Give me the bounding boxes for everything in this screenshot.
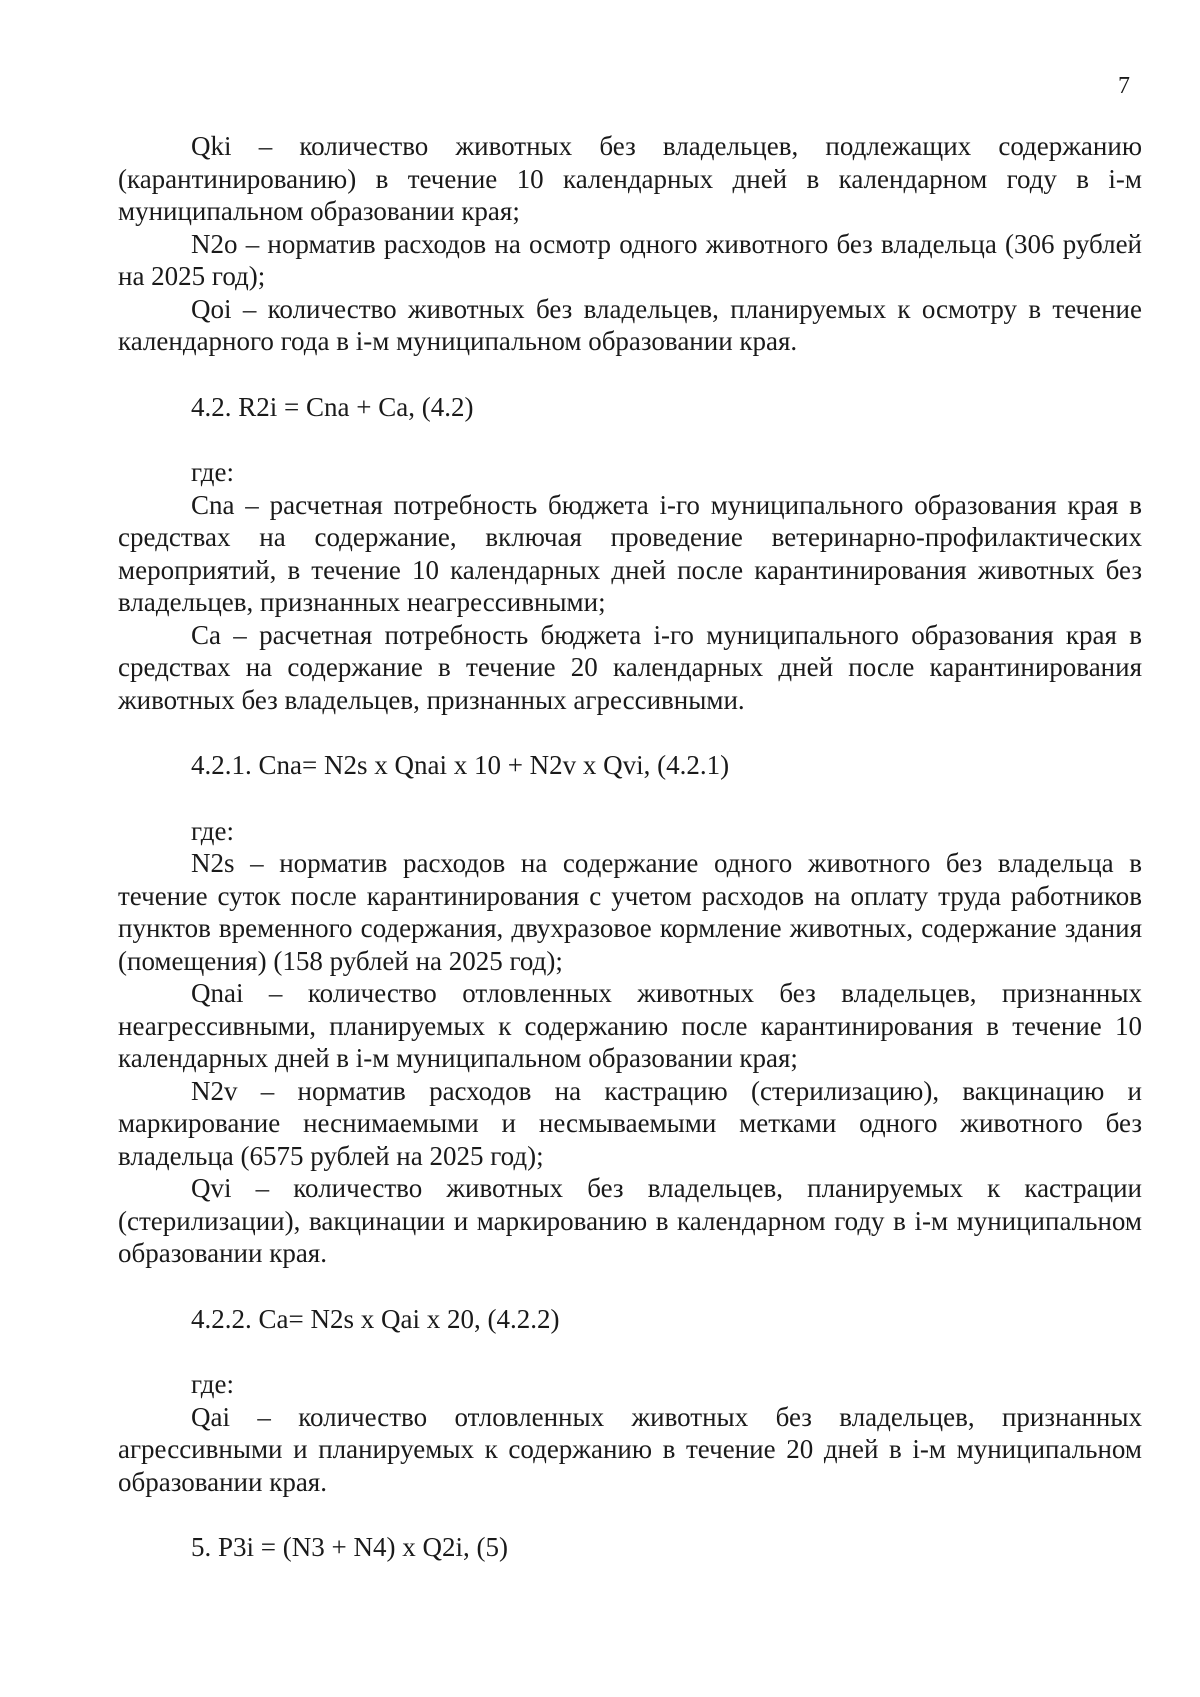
paragraph-n2s: N2s – норматив расходов на содержание одного животного без владельца в течение суток после карантинирования с учетом расходов на оплату труда работников пунктов временного содержания, двухразовое кормление животных, содержание здания (помещения) (158 рублей на 2025 год); xyxy=(118,848,1142,976)
formula-4-2-2: 4.2.2. Ca= N2s x Qai x 20, (4.2.2) xyxy=(191,1303,560,1334)
paragraph-qai: Qai – количество отловленных животных без владельцев, признанных агрессивными и планируемых к содержанию в течение 20 дней в i-м муниципальном образовании края. xyxy=(118,1401,1142,1497)
paragraph-n2o: N2o – норматив расходов на осмотр одного животного без владельца (306 рублей на 2025 год); xyxy=(118,228,1142,291)
formula-5: 5. P3i = (N3 + N4) x Q2i, (5) xyxy=(191,1532,508,1562)
formula-4-2-1: 4.2.1. Cna= N2s x Qnai x 10 + N2v x Qvi, (4.2.1) xyxy=(191,750,730,780)
paragraph-cna: Cna – расчетная потребность бюджета i-го муниципального образования края в средствах на содержание, включая проведение ветеринарно-профилактических мероприятий, в течение 10 календарных дней после карантинирования животных без владельцев, признанных неагрессивными; xyxy=(118,489,1142,617)
paragraph-qoi: Qoi – количество животных без владельцев, планируемых к осмотру в течение календарного года в i-м муниципальном образовании края. xyxy=(118,293,1142,356)
where-label: где: xyxy=(191,1369,234,1399)
paragraph-n2v: N2v – норматив расходов на кастрацию (стерилизацию), вакцинацию и маркирование неснимаемыми и несмываемыми метками одного животного без владельца (6575 рублей на 2025 год); xyxy=(118,1075,1142,1171)
page-number: 7 xyxy=(1118,73,1130,99)
paragraph-qki: Qki – количество животных без владельцев, подлежащих содержанию (карантинированию) в течение 10 календарных дней в календарном году в i-м муниципальном образовании края; xyxy=(118,131,1142,226)
paragraph-qvi: Qvi – количество животных без владельцев, планируемых к кастрации (стерилизации), вакцинации и маркированию в календарном году в i-м муниципальном образовании края. xyxy=(118,1173,1142,1268)
paragraph-qnai: Qnai – количество отловленных животных без владельцев, признанных неагрессивными, планируемых к содержанию после карантинирования в течение 10 календарных дней в i-м муниципальном образовании края; xyxy=(118,978,1142,1073)
where-label: где: xyxy=(191,815,234,846)
document-body xyxy=(118,130,1142,1564)
where-label: где: xyxy=(191,457,234,487)
formula-4-2: 4.2. R2i = Cna + Ca, (4.2) xyxy=(191,391,474,422)
paragraph-ca: Ca – расчетная потребность бюджета i-го муниципального образования края в средствах на содержание в течение 20 календарных дней после карантинирования животных без владельцев, признанных агрессивными. xyxy=(118,619,1142,715)
